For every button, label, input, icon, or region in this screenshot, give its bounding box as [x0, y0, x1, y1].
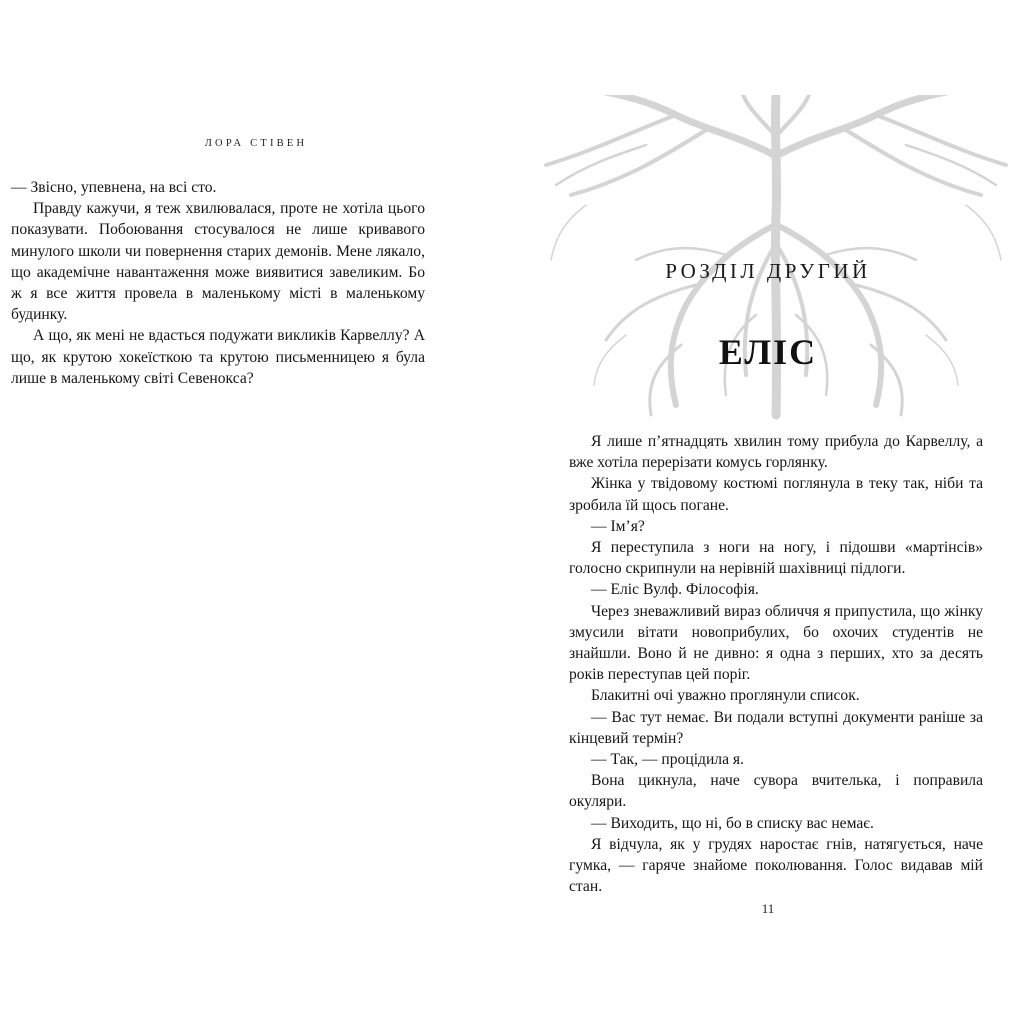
paragraph: А що, як мені не вдасться подужати викликів Карвеллу? А що, як крутою хокеїсткою та крутою письменницею я була лише в маленькому світі Севенокса?: [11, 327, 425, 387]
paragraph: — Звісно, упевнена, на всі сто.: [11, 179, 217, 196]
paragraph: — Ім’я?: [591, 517, 645, 535]
page-number: 11: [761, 901, 775, 916]
paragraph: Я переступила з ноги на ногу, і підошви «мартінсів» голосно скрипнули на нерівній шахівниці підлоги.: [569, 539, 983, 578]
paragraph: — Еліс Вулф. Філософія.: [591, 581, 759, 599]
paragraph: Я відчула, як у грудях наростає гнів, натягується, наче гумка, — гаряче знайоме поколювання. Голос видавав мій стан.: [569, 835, 983, 896]
paragraph: — Вас тут немає. Ви подали вступні документи раніше за кінцевий термін?: [569, 708, 983, 747]
paragraph: Блакитні очі уважно проглянули список.: [591, 687, 860, 705]
paragraph: Вона цикнула, наче сувора вчителька, і поправила окуляри.: [569, 772, 983, 811]
paragraph: Через зневажливий вираз обличчя я припустила, що жінку змусили вітати новоприбулих, бо охочих студентів не знайшли. Воно й не дивно: я одна з перших, хто за десять років переступав цей поріг.: [569, 602, 983, 684]
paragraph: — Так, — процідила я.: [591, 751, 744, 769]
chapter-label: РОЗДІЛ ДРУГИЙ: [665, 259, 871, 283]
running-head: ЛОРА СТІВЕН: [204, 138, 308, 149]
left-body-text: [11, 177, 425, 389]
right-page: [512, 0, 1024, 1024]
right-body-text: [569, 431, 983, 897]
chapter-title: ЕЛІС: [718, 332, 818, 372]
paragraph: — Виходить, що ні, бо в списку вас немає.: [591, 814, 874, 832]
paragraph: Жінка у твідовому костюмі поглянула в теку так, ніби та зробила їй щось погане.: [569, 475, 983, 514]
paragraph: Правду кажучи, я теж хвилювалася, проте не хотіла цього показувати. Побоювання стосувалося не лише кривавого минулого школи чи повернення старих демонів. Мене лякало, що академічне навантаження може виявитися завеликим. Бо ж я все життя провела в маленькому містi в маленькому будинку.: [11, 200, 425, 324]
paragraph: Я лише п’ятнадцять хвилин тому прибула до Карвеллу, а вже хотіла перерізати комусь горлянку.: [569, 433, 983, 472]
